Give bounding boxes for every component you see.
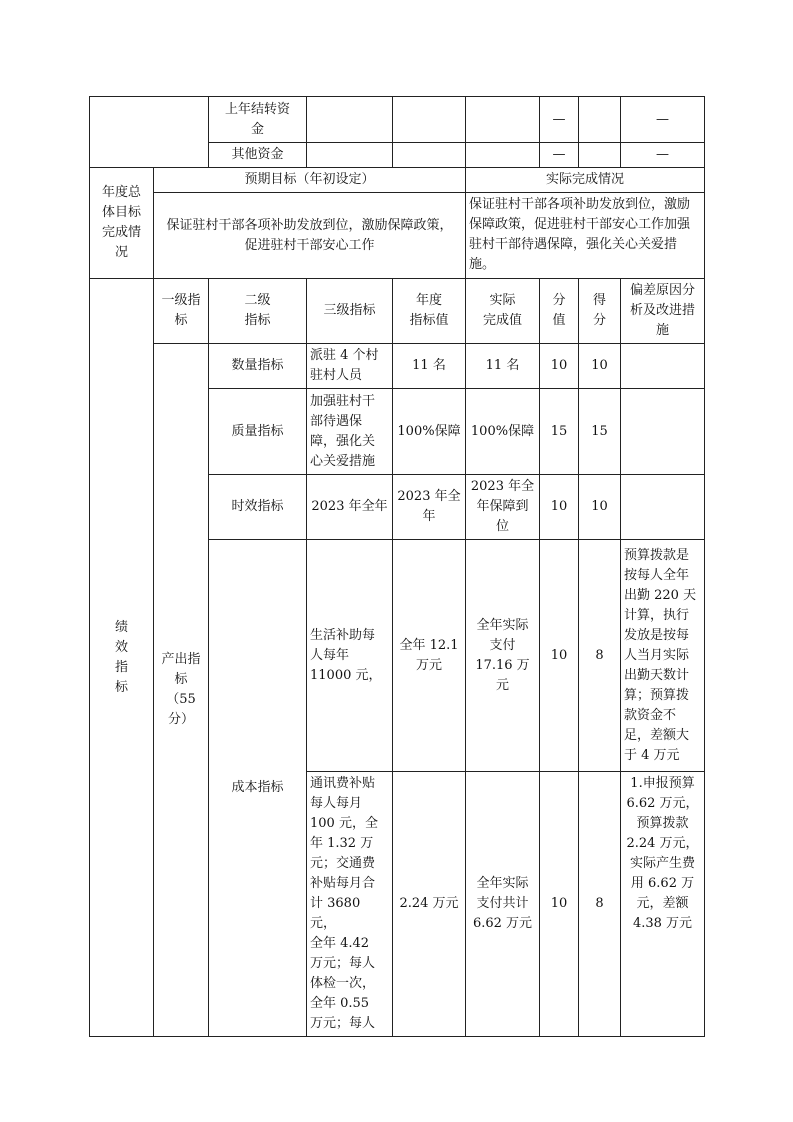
- performance-table-page: [89, 96, 705, 1037]
- header-level2: 二级 指标: [209, 279, 307, 344]
- quantity-target: 11 名: [393, 344, 466, 389]
- timeliness-score: 10: [540, 475, 579, 540]
- cost2-level3: 通讯费补贴 每人每月 100 元，全 年 1.32 万 元；交通费 补贴每月合 计 3680 元， 全年 4.42 万元；每人 体检一次， 全年 0.55 万元；每人: [307, 772, 393, 1037]
- cost2-actual: 全年实际 支付共计 6.62 万元: [466, 772, 540, 1037]
- cost1-actual: 全年实际 支付 17.16 万 元: [466, 540, 540, 772]
- header-reason: 偏差原因分 析及改进措 施: [621, 279, 705, 344]
- funds-blank-cell: [90, 97, 209, 168]
- other-dash-2: —: [621, 143, 705, 168]
- quality-got: 15: [579, 389, 621, 475]
- annual-goal-header-row: [90, 168, 705, 193]
- annual-goal-label: 年度总 体目标 完成情 况: [90, 168, 154, 279]
- carryover-dash-2: —: [621, 97, 705, 143]
- cost-level2: 成本指标: [209, 540, 307, 1037]
- quality-reason: [621, 389, 705, 475]
- quantity-actual: 11 名: [466, 344, 540, 389]
- carryover-label: 上年结转资 金: [209, 97, 307, 143]
- carryover-dash-1: —: [540, 97, 579, 143]
- quality-level2: 质量指标: [209, 389, 307, 475]
- quantity-level3: 派驻 4 个村 驻村人员: [307, 344, 393, 389]
- annual-goal-content-row: [90, 193, 705, 279]
- actual-completion-text: 保证驻村干部各项补助发放到位，激励保障政策，促进驻村干部安心工作加强驻村干部待遇保障，强化关心关爱措施。: [466, 193, 705, 279]
- carryover-cell-c: [466, 97, 540, 143]
- header-score: 分 值: [540, 279, 579, 344]
- quality-target: 100%保障: [393, 389, 466, 475]
- quantity-got: 10: [579, 344, 621, 389]
- other-cell-d: [579, 143, 621, 168]
- other-dash-1: —: [540, 143, 579, 168]
- cost1-score: 10: [540, 540, 579, 772]
- other-cell-b: [393, 143, 466, 168]
- quality-level3: 加强驻村干 部待遇保 障，强化关 心关爱措施: [307, 389, 393, 475]
- cost1-reason: 预算拨款是 按每人全年 出勤 220 天 计算，执行 发放是按每 人当月实际 出勤天数计 算；预算拨 款资金不 足，差额大 于 4 万元: [621, 540, 705, 772]
- header-got: 得 分: [579, 279, 621, 344]
- expected-target-text: 保证驻村干部各项补助发放到位，激励保障政策， 促进驻村干部安心工作: [154, 193, 466, 279]
- timeliness-target: 2023 年全 年: [393, 475, 466, 540]
- cost2-target: 2.24 万元: [393, 772, 466, 1037]
- quantity-score: 10: [540, 344, 579, 389]
- cost1-got: 8: [579, 540, 621, 772]
- header-level3: 三级指标: [307, 279, 393, 344]
- other-cell-a: [307, 143, 393, 168]
- cost1-target: 全年 12.1 万元: [393, 540, 466, 772]
- timeliness-reason: [621, 475, 705, 540]
- quality-score: 15: [540, 389, 579, 475]
- cost1-level3: 生活补助每 人每年 11000 元，: [307, 540, 393, 772]
- header-actual: 实际 完成值: [466, 279, 540, 344]
- timeliness-actual: 2023 年全 年保障到 位: [466, 475, 540, 540]
- timeliness-level2: 时效指标: [209, 475, 307, 540]
- expected-target-header: 预期目标（年初设定）: [154, 168, 466, 193]
- performance-header-row: [90, 279, 705, 344]
- timeliness-level3: 2023 年全年: [307, 475, 393, 540]
- header-target: 年度 指标值: [393, 279, 466, 344]
- cost2-reason: 1.申报预算 6.62 万元， 预算拨款 2.24 万元， 实际产生费 用 6.62 万 元，差额 4.38 万元: [621, 772, 705, 1037]
- performance-table: [89, 96, 705, 1037]
- header-level1: 一级指 标: [154, 279, 209, 344]
- funds-row-carryover: [90, 97, 705, 143]
- quantity-level2: 数量指标: [209, 344, 307, 389]
- timeliness-got: 10: [579, 475, 621, 540]
- table-row-quantity: [90, 344, 705, 389]
- cost2-score: 10: [540, 772, 579, 1037]
- carryover-cell-a: [307, 97, 393, 143]
- carryover-cell-d: [579, 97, 621, 143]
- cost2-got: 8: [579, 772, 621, 1037]
- quality-actual: 100%保障: [466, 389, 540, 475]
- quantity-reason: [621, 344, 705, 389]
- actual-completion-header: 实际完成情况: [466, 168, 705, 193]
- other-funds-label: 其他资金: [209, 143, 307, 168]
- performance-indicator-label: 绩 效 指 标: [90, 279, 154, 1037]
- output-indicator-label: 产出指 标 （55 分）: [154, 344, 209, 1037]
- other-cell-c: [466, 143, 540, 168]
- carryover-cell-b: [393, 97, 466, 143]
